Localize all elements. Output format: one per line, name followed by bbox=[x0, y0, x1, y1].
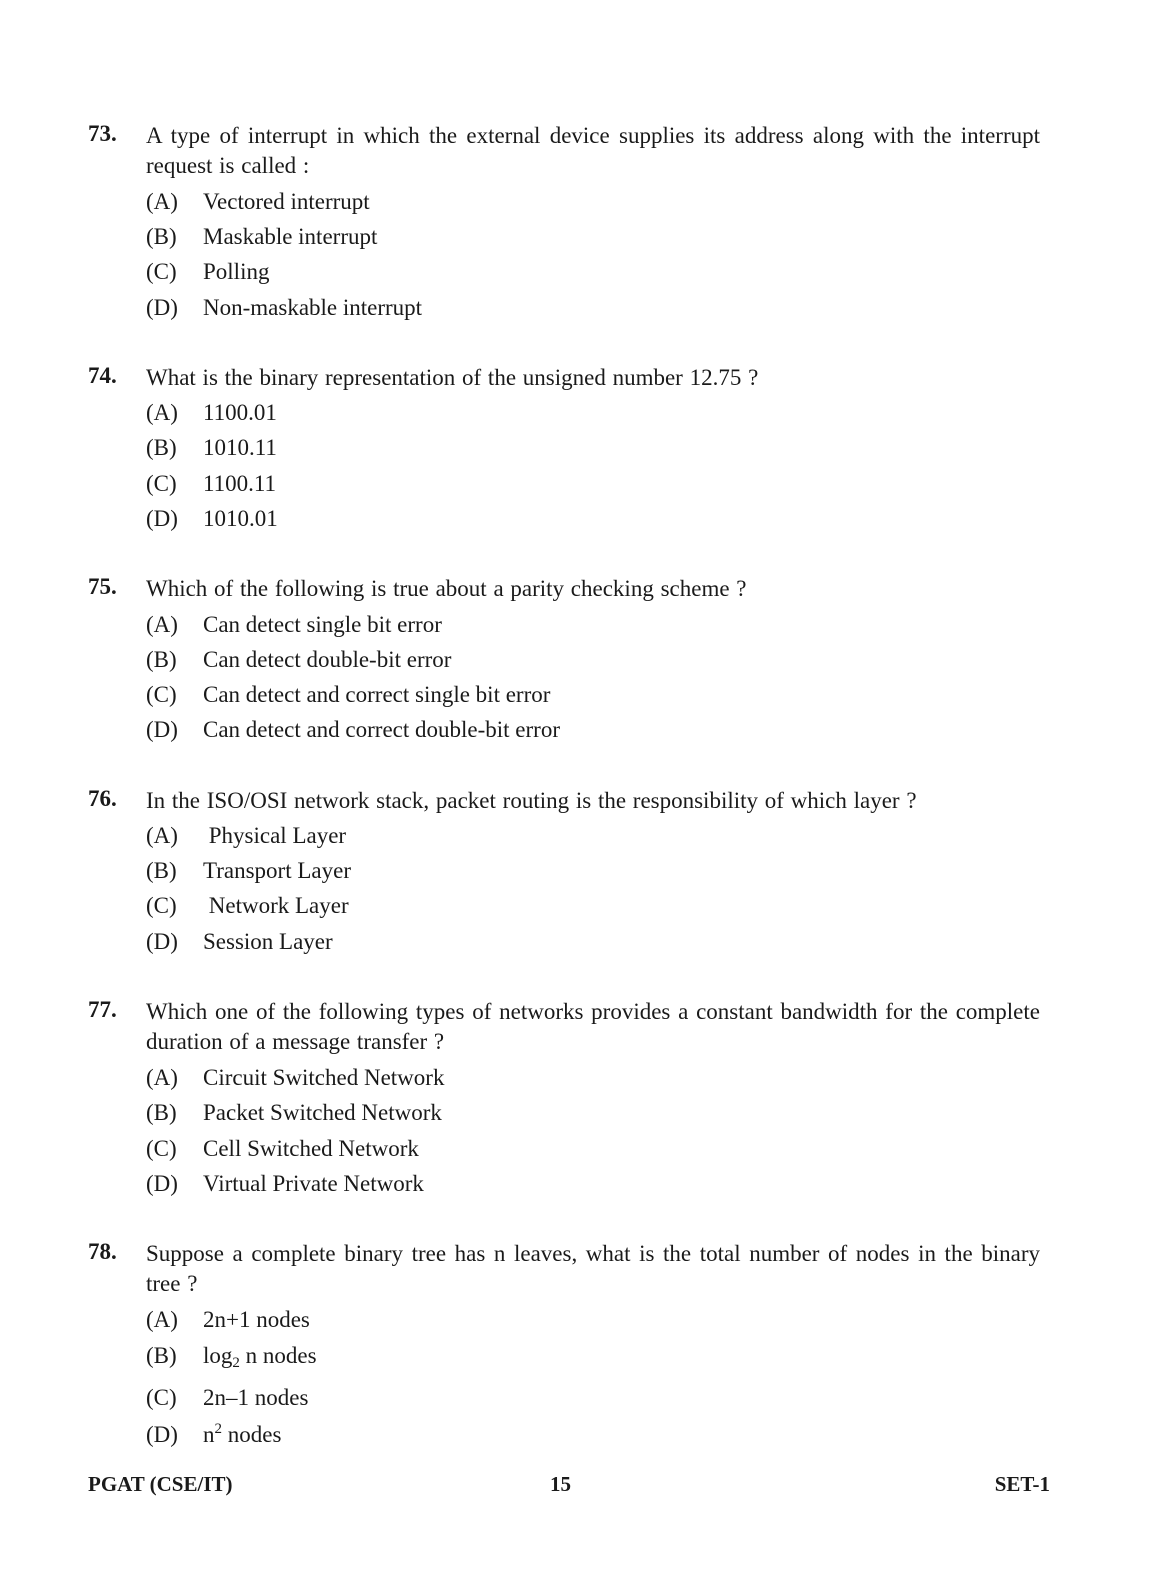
question-text: A type of interrupt in which the external device supplies its address along with the interrupt request is called : bbox=[146, 123, 1040, 178]
option-c bbox=[146, 1383, 308, 1413]
footer-exam-code: PGAT (CSE/IT) bbox=[88, 1472, 233, 1496]
option-c bbox=[146, 469, 276, 499]
option-a bbox=[146, 610, 442, 640]
subscript: 2 bbox=[232, 1355, 240, 1371]
question-text: In the ISO/OSI network stack, packet routing is the responsibility of which layer ? bbox=[146, 788, 917, 813]
option-label: (A) bbox=[146, 1065, 178, 1090]
option-text bbox=[203, 1422, 281, 1447]
option-rest: n nodes bbox=[239, 1343, 317, 1368]
option-label: (B) bbox=[146, 435, 177, 460]
option-label: (C) bbox=[146, 1385, 177, 1410]
question-text: Which of the following is true about a parity checking scheme ? bbox=[146, 576, 747, 601]
option-label: (B) bbox=[146, 1100, 177, 1125]
option-text: Network Layer bbox=[203, 893, 349, 918]
option-text: Maskable interrupt bbox=[203, 224, 378, 249]
option-label: (D) bbox=[146, 506, 178, 531]
option-text: Polling bbox=[203, 259, 270, 284]
option-text: 2n+1 nodes bbox=[203, 1307, 310, 1332]
option-label: (C) bbox=[146, 259, 177, 284]
option-label: (D) bbox=[146, 1422, 178, 1447]
option-d bbox=[146, 504, 278, 534]
option-text: Can detect double-bit error bbox=[203, 647, 452, 672]
option-label: (B) bbox=[146, 1343, 177, 1368]
question-number: 76. bbox=[88, 786, 117, 811]
question-text: Which one of the following types of networks provides a constant bandwidth for the complete duration of a message transfer ? bbox=[146, 999, 1040, 1054]
option-label: (A) bbox=[146, 823, 178, 848]
option-label: (C) bbox=[146, 682, 177, 707]
option-text: Vectored interrupt bbox=[203, 189, 370, 214]
option-label: (A) bbox=[146, 612, 178, 637]
question-number: 73. bbox=[88, 121, 117, 146]
question-number: 75. bbox=[88, 574, 117, 599]
option-b bbox=[146, 222, 377, 252]
option-label: (D) bbox=[146, 295, 178, 320]
option-c bbox=[146, 891, 349, 921]
option-text: 1010.11 bbox=[203, 435, 277, 460]
option-text: Non-maskable interrupt bbox=[203, 295, 423, 320]
option-a bbox=[146, 187, 370, 217]
option-label: (D) bbox=[146, 929, 178, 954]
option-d bbox=[146, 1169, 424, 1199]
option-text: 1100.01 bbox=[203, 400, 277, 425]
option-text: Can detect and correct double-bit error bbox=[203, 717, 560, 742]
question-number: 74. bbox=[88, 363, 117, 388]
option-b bbox=[146, 433, 277, 463]
question-number: 78. bbox=[88, 1239, 117, 1264]
option-d bbox=[146, 927, 333, 957]
option-label: (C) bbox=[146, 471, 177, 496]
log-base: log bbox=[203, 1343, 233, 1368]
option-c bbox=[146, 680, 550, 710]
option-label: (B) bbox=[146, 647, 177, 672]
option-text: 1010.01 bbox=[203, 506, 278, 531]
option-a bbox=[146, 1063, 444, 1093]
power-base: n bbox=[203, 1422, 215, 1447]
option-label: (A) bbox=[146, 400, 178, 425]
option-c bbox=[146, 1134, 419, 1164]
option-a bbox=[146, 821, 346, 851]
option-b bbox=[146, 856, 351, 886]
option-label: (D) bbox=[146, 717, 178, 742]
option-text: Packet Switched Network bbox=[203, 1100, 442, 1125]
option-b bbox=[146, 1341, 317, 1371]
question-text: What is the binary representation of the unsigned number 12.75 ? bbox=[146, 365, 759, 390]
option-b bbox=[146, 645, 451, 675]
option-d bbox=[146, 1420, 281, 1450]
option-text: Transport Layer bbox=[203, 858, 351, 883]
option-c bbox=[146, 257, 269, 287]
option-a bbox=[146, 398, 277, 428]
footer-set: SET-1 bbox=[994, 1472, 1050, 1496]
option-d bbox=[146, 715, 560, 745]
footer-page-number: 15 bbox=[550, 1472, 571, 1496]
option-text: 1100.11 bbox=[203, 471, 277, 496]
option-text: 2n–1 nodes bbox=[203, 1385, 309, 1410]
option-a bbox=[146, 1305, 310, 1335]
question-text: Suppose a complete binary tree has n leaves, what is the total number of nodes in the binary tree ? bbox=[146, 1241, 1040, 1296]
option-text: Cell Switched Network bbox=[203, 1136, 419, 1161]
option-text: Circuit Switched Network bbox=[203, 1065, 445, 1090]
option-label: (A) bbox=[146, 1307, 178, 1332]
option-d bbox=[146, 293, 422, 323]
option-b bbox=[146, 1098, 442, 1128]
option-label: (B) bbox=[146, 858, 177, 883]
question-number: 77. bbox=[88, 997, 117, 1022]
option-label: (B) bbox=[146, 224, 177, 249]
option-text: Can detect single bit error bbox=[203, 612, 442, 637]
option-label: (D) bbox=[146, 1171, 178, 1196]
option-label: (A) bbox=[146, 189, 178, 214]
option-text: Virtual Private Network bbox=[203, 1171, 424, 1196]
option-text: Can detect and correct single bit error bbox=[203, 682, 551, 707]
superscript: 2 bbox=[214, 1421, 222, 1437]
option-label: (C) bbox=[146, 1136, 177, 1161]
option-label: (C) bbox=[146, 893, 177, 918]
option-text bbox=[203, 1343, 317, 1371]
option-text: Physical Layer bbox=[203, 823, 347, 848]
option-text: Session Layer bbox=[203, 929, 333, 954]
option-rest: nodes bbox=[222, 1422, 282, 1447]
